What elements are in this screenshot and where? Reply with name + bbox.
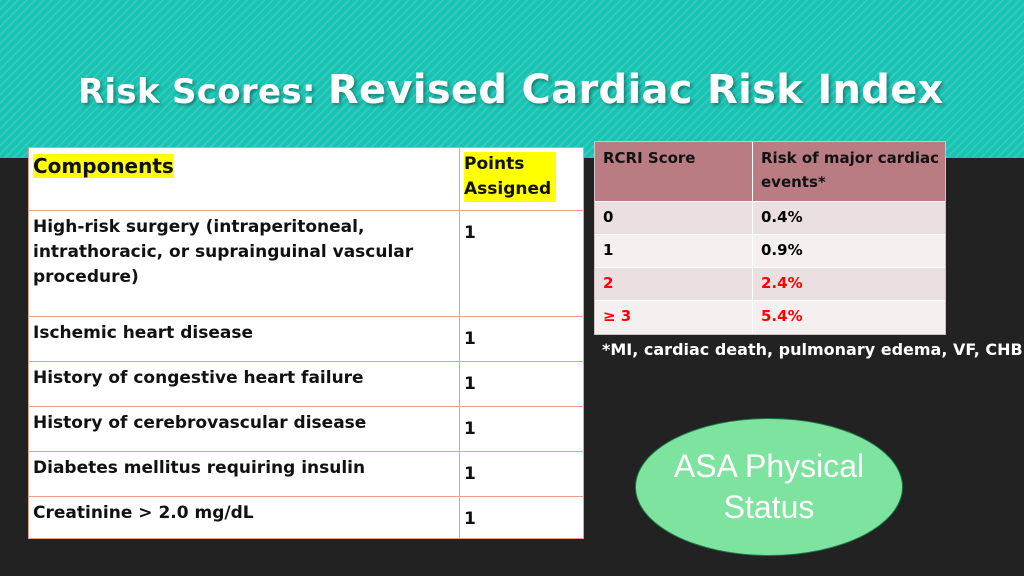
rcri-footnote: *MI, cardiac death, pulmonary edema, VF, CHB [602, 340, 1023, 359]
components-table [28, 147, 584, 539]
rcri-score-cell: 2 [595, 268, 753, 300]
rcri-header-row [595, 142, 945, 201]
table-row [29, 496, 583, 538]
points-cell: 1 [464, 223, 476, 243]
rcri-risk-cell: 5.4% [761, 307, 803, 325]
points-cell: 1 [464, 374, 476, 394]
component-cell: Ischemic heart disease [29, 317, 460, 361]
table-row [29, 451, 583, 496]
table-row [595, 300, 945, 334]
table-row [29, 406, 583, 451]
points-cell: 1 [464, 419, 476, 439]
slide-title [78, 64, 944, 118]
points-header-cell [460, 148, 583, 210]
asa-label: ASA Physical Status [673, 448, 865, 525]
points-cell: 1 [464, 329, 476, 349]
points-cell: 1 [464, 464, 476, 484]
table-row [29, 316, 583, 361]
rcri-score-header: RCRI Score [595, 142, 753, 201]
title-prefix: Risk Scores: [78, 72, 328, 112]
table-row [595, 267, 945, 300]
components-header-label: Components [33, 154, 174, 178]
rcri-risk-header: Risk of major cardiac events* [761, 149, 939, 191]
table-row [29, 210, 583, 316]
component-cell: History of congestive heart failure [29, 362, 460, 406]
rcri-score-cell: 1 [595, 235, 753, 267]
rcri-score-cell: 0 [595, 202, 753, 234]
component-cell: High-risk surgery (intraperitoneal, intrathoracic, or suprainguinal vascular procedure) [29, 211, 460, 316]
points-cell: 1 [464, 509, 476, 529]
title-main: Revised Cardiac Risk Index [327, 67, 944, 113]
components-header-cell [29, 148, 460, 210]
components-header-row [29, 148, 583, 210]
table-row [29, 361, 583, 406]
component-cell: Creatinine > 2.0 mg/dL [29, 497, 460, 538]
points-header-label: Points Assigned [464, 152, 556, 202]
table-row [595, 201, 945, 234]
component-cell: Diabetes mellitus requiring insulin [29, 452, 460, 496]
rcri-score-cell: ≥ 3 [595, 301, 753, 334]
component-cell: History of cerebrovascular disease [29, 407, 460, 451]
table-row [595, 234, 945, 267]
rcri-risk-cell: 0.9% [761, 241, 803, 259]
title-banner [0, 0, 1024, 158]
rcri-risk-cell: 0.4% [761, 208, 803, 226]
rcri-risk-table [594, 141, 946, 335]
asa-physical-status-oval [635, 418, 903, 556]
rcri-risk-cell: 2.4% [761, 274, 803, 292]
